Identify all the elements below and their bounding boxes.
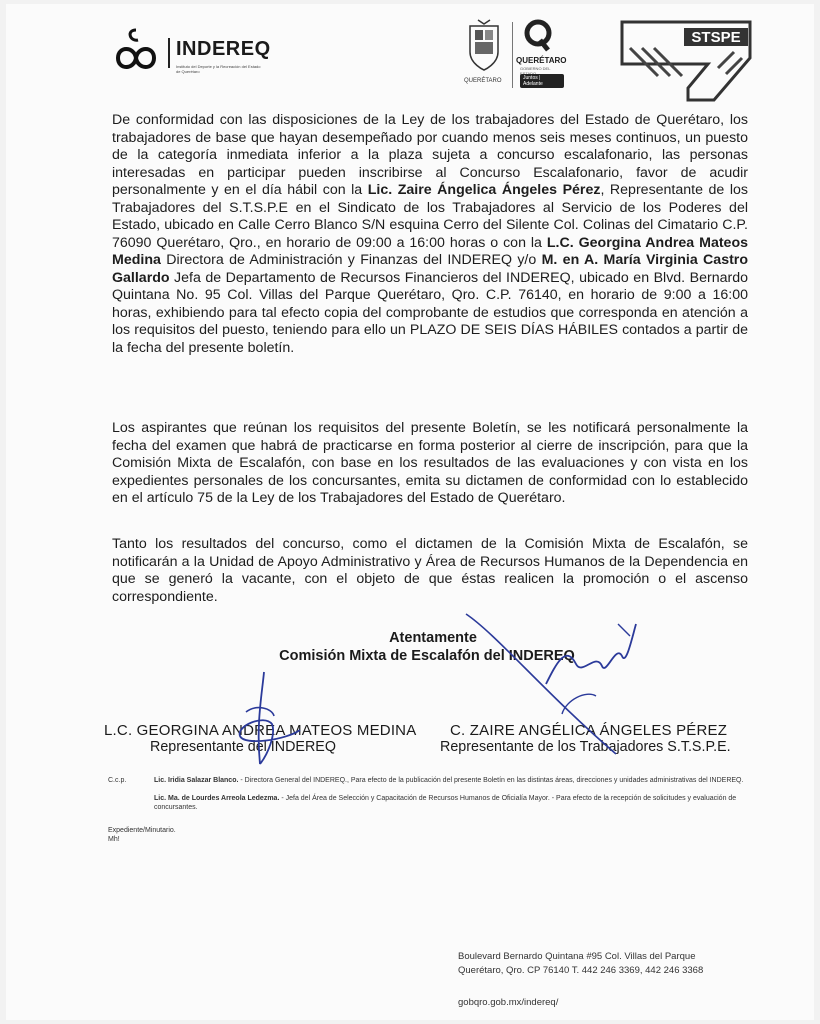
ccp-item-name: Lic. Ma. de Lourdes Arreola Ledezma. [154, 795, 280, 802]
queretaro-logo [464, 18, 567, 88]
closing-atentamente: Atentamente [389, 630, 477, 646]
ccp-item-text: - Directora General del INDEREQ., Para efecto de la publicación del presente Boletín en las distintas áreas, direcciones y unidades administrativas del INDEREQ. [238, 777, 744, 784]
paragraph-2: Los aspirantes que reúnan los requisitos del presente Boletín, se les notificará personalmente la fecha del examen que habrá de practicarse en forma posterior al cierre de inscripción, para que la Comisión Mixta de Escalafón, con base en los resultados de las evaluaciones y con vista en los expedientes personales de los concursantes, emita su dictamen de conformidad con lo establecido en el artículo 75 de la Ley de los Trabajadores del Estado de Querétaro. [112, 420, 748, 506]
ccp-item-text: - Jefa del Área de Selección y Capacitación de Recursos Humanos de Oficialía Mayor. - Para efecto de la recepción de solicitudes y evaluación de concursantes. [154, 795, 737, 811]
left-signature-icon [216, 664, 336, 774]
text-run: Jefa de Departamento de Recursos Financieros del INDEREQ, ubicado en Blvd. Bernardo Quintana No. 95 Col. Villas del Parque Querétaro, Qro. C.P. 76140, en horario de 9:00 a 16:00 horas, exhibiendo para tal efecto copia del comprobante de estudios que corresponda en atención a los requisitos del puesto, teniendo para ello un PLAZO DE SEIS DÍAS HÁBILES contados a partir de la fecha del presente boletín. [112, 269, 748, 356]
stspe-wordmark: STSPE [691, 29, 741, 46]
queretaro-wordmark: QUERÉTARO [516, 56, 567, 65]
archive-line: Expediente/Minutario. [108, 827, 176, 834]
paragraph-1 [112, 112, 748, 357]
closing-commission: Comisión Mixta de Escalafón del INDEREQ [279, 648, 575, 664]
bold-name-run: M. en A. María Virginia Castro Gallardo [112, 252, 748, 286]
signer-right-name: C. ZAIRE ANGÉLICA ÁNGELES PÉREZ [450, 722, 728, 739]
archive-note [108, 826, 176, 844]
signer-right-role: Representante de los Trabajadores S.T.S.P.E. [440, 739, 731, 755]
footer-address-line: Querétaro, Qro. CP 76140 T. 442 246 3369, 442 246 3368 [458, 965, 704, 976]
paragraph-3: Tanto los resultados del concurso, como el dictamen de la Comisión Mixta de Escalafón, se notificarán a la Unidad de Apoyo Administrativo y Área de Recursos Humanos de la Dependencia en que se generó la vacante, con el objeto de que éstas realicen la promoción o el ascenso correspondiente. [112, 536, 748, 605]
indereq-wordmark: INDEREQ [176, 38, 271, 60]
text-run: Directora de Administración y Finanzas del INDEREQ y/o [160, 252, 542, 268]
stspe-logo [618, 18, 754, 104]
signer-right [440, 722, 731, 755]
text-run: , Representante de los Trabajadores del S.T.S.P.E en el Sindicato de los Trabajadores al Servicio de los Poderes del Estado, ubicado en Calle Cerro Blanco S/N esquina Cerro del Silente Col. Colinas del Cimatario C.P. 76090 Querétaro, Qro., en horario de 09:00 a 16:00 horas o con la [112, 182, 748, 251]
q-letter-icon [522, 18, 554, 52]
ccp-item [154, 794, 754, 812]
bold-name-run: Lic. Zaire Ángelica Ángeles Pérez [367, 182, 601, 198]
signer-left-name: L.C. GEORGINA ANDREA MATEOS MEDINA [104, 722, 417, 739]
bold-name-run: L.C. Georgina Andrea Mateos Medina [112, 234, 749, 268]
logo-divider [168, 38, 170, 68]
ccp-item-name: Lic. Iridia Salazar Blanco. [154, 777, 239, 784]
queretaro-shield-icon [464, 18, 504, 76]
queretaro-city-label: QUERÉTARO [464, 78, 502, 84]
ccp-label: C.c.p. [108, 777, 127, 784]
queretaro-sub: GOBIERNO DEL [520, 66, 551, 71]
indereq-tagline: Instituto del Deporte y la Recreación del Estado de Querétaro [176, 64, 261, 74]
ccp-item [154, 776, 754, 785]
text-run: De conformidad con las disposiciones de la Ley de los trabajadores del Estado de Querétaro, los trabajadores de base que hayan desempeñado por cuando menos seis meses continuos, un puesto de la categoría inmediata inferior a la plaza sujeta a concurso escalafonario, las personas interesadas en participar pueden inscribirse al Concurso Escalafonario, favor de acudir personalmente y en el día hábil con la [112, 112, 748, 198]
queretaro-slogan: Juntos | Adelante [520, 74, 564, 88]
signer-left-role: Representante del INDEREQ [150, 739, 336, 755]
footer-url[interactable]: gobqro.gob.mx/indereq/ [458, 997, 559, 1008]
logo-divider [512, 22, 513, 88]
indereq-emblem-icon [108, 22, 164, 78]
archive-initials: Mh! [108, 836, 120, 843]
footer-address [458, 950, 703, 978]
signer-left [104, 722, 416, 755]
footer-address-line: Boulevard Bernardo Quintana #95 Col. Villas del Parque [458, 951, 696, 962]
document-page [6, 4, 814, 1020]
indereq-logo [108, 22, 271, 78]
